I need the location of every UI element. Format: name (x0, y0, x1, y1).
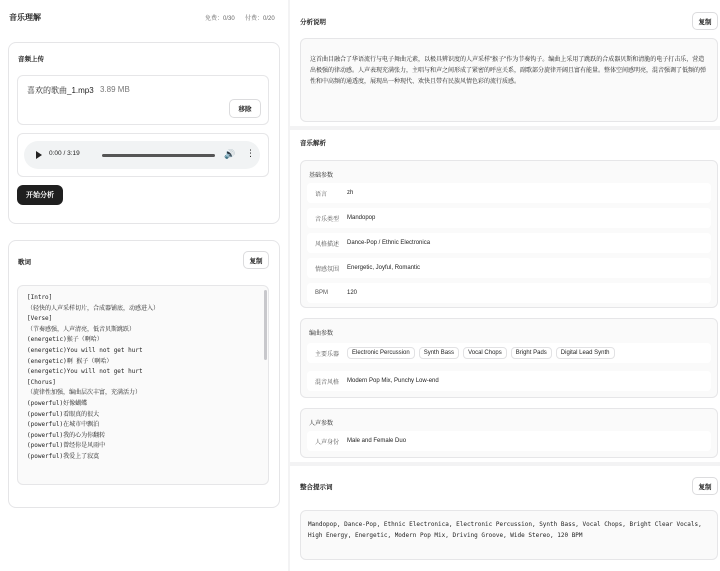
left-panel (0, 0, 288, 571)
file-name: 喜欢的歌曲_1.mp3 (27, 86, 94, 95)
mix-style-label: 混音风格 (315, 379, 340, 386)
audio-player (24, 141, 260, 169)
file-size: 3.89 MB (100, 85, 130, 94)
instrument-chip: Bright Pads (511, 347, 552, 359)
lyric-line: [Verse] (27, 315, 53, 323)
lyric-line: (energetic)啊 猴子（啊哈） (27, 357, 113, 365)
start-analysis-button[interactable]: 开始分析 (17, 185, 63, 205)
param-row (307, 233, 711, 253)
param-label: 音乐类型 (315, 216, 340, 223)
lyric-line: [Chorus] (27, 378, 56, 386)
vocal-params-card (300, 408, 718, 458)
lyric-line: (powerful)我的心为你翻转 (27, 431, 106, 439)
upload-card (8, 42, 280, 224)
mix-style-value: Modern Pop Mix, Punchy Low-end (347, 378, 439, 384)
prompt-copy-button[interactable]: 复制 (692, 477, 718, 495)
prompt-box (300, 510, 718, 560)
basic-params-card (300, 160, 718, 308)
instruments-label: 主要乐器 (315, 351, 340, 358)
analysis-box (300, 38, 718, 122)
quota-free: 免费：0/30 (205, 16, 235, 22)
param-value: Mandopop (347, 215, 376, 221)
param-row (307, 208, 711, 228)
quota-paid: 付费：0/20 (245, 16, 275, 22)
vocal-identity-label: 人声身份 (315, 439, 340, 446)
lyric-line: (powerful)在城市中飘泊 (27, 421, 100, 429)
right-panel (290, 0, 720, 571)
lyric-line: (powerful)好像蝴蝶 (27, 399, 88, 407)
lyric-line: (energetic)猴子（啊哈） (27, 336, 103, 344)
instrument-chip: Digital Lead Synth (556, 347, 615, 359)
play-icon[interactable] (36, 151, 42, 159)
param-value: zh (347, 190, 354, 196)
lyric-line: (powerful)曾经你是风雨中 (27, 442, 106, 450)
app-title: 音乐理解 (9, 13, 41, 22)
arrangement-params-title: 编曲参数 (309, 331, 334, 337)
vocal-params-title: 人声参数 (309, 421, 334, 427)
vocal-identity-value: Male and Female Duo (347, 438, 407, 444)
vocal-identity-row (307, 431, 711, 451)
lyrics-card (8, 240, 280, 508)
analysis-section-title: 分析说明 (300, 19, 326, 26)
lyrics-scrollbar[interactable] (264, 290, 267, 360)
lyric-line: （节奏感强，人声清亮，低音贝斯跳跃） (27, 325, 136, 333)
prompt-section-title: 整合提示词 (300, 484, 333, 491)
lyrics-copy-button[interactable]: 复制 (243, 251, 269, 269)
music-section-title: 音乐解析 (300, 140, 326, 147)
audio-player-card (17, 133, 269, 177)
param-label: 语言 (315, 191, 328, 198)
lyric-line: [Intro] (27, 294, 53, 301)
param-row (307, 283, 711, 303)
basic-params-title: 基础参数 (309, 173, 334, 179)
instrument-chips (347, 347, 619, 359)
music-section (290, 130, 720, 462)
prompt-text: Mandopop, Dance-Pop, Ethnic Electronica, Electronic Percussion, Synth Bass, Vocal Chops, Bright Clear Vocals, High Energy, Energetic, Modern Pop Mix, Driving Groove, Wide Stereo, 120 BPM (308, 521, 702, 539)
instrument-chip: Electronic Percussion (347, 347, 415, 359)
analysis-text: 这首曲目融合了华语流行与电子舞曲元素，以极具辨识度的人声采样"猴子"作为节奏钩子。编曲上采用了跳跃的合成器贝斯和清脆的电子打击乐，营造出极强的律动感。人声表现充满张力，主唱与和声之间形成了紧密的呼应关系，副歌部分旋律开阔且富有能量。整体空间感明亮，混音强调了低频的弹性和中高频的通透度，展现出一种现代、欢快且带有民族风情色彩的流行质感。 (310, 57, 707, 85)
mix-style-row (307, 371, 711, 391)
param-label: 风格描述 (315, 241, 340, 248)
progress-track[interactable] (102, 154, 215, 157)
lyric-line: （轻快的人声采样切片，合成器铺底，动感进入） (27, 304, 160, 312)
param-value: Energetic, Joyful, Romantic (347, 265, 421, 271)
instrument-chip: Vocal Chops (463, 347, 507, 359)
lyric-line: (powerful)看眼真的很大 (27, 410, 100, 418)
analysis-section (290, 0, 720, 126)
prompt-section (290, 466, 720, 571)
instruments-row (307, 343, 711, 363)
lyric-line: (powerful)我爱上了寂寞 (27, 452, 100, 460)
more-options-icon[interactable]: ⋮ (246, 148, 255, 158)
player-time: 0:00 / 3:19 (49, 150, 80, 157)
lyric-line: （旋律性加强，编曲层次丰富，充满活力） (27, 389, 142, 397)
file-card (17, 75, 269, 125)
arrangement-params-card (300, 318, 718, 398)
param-label: 情感氛围 (315, 266, 340, 273)
analysis-copy-button[interactable]: 复制 (692, 12, 718, 30)
lyrics-list (27, 293, 159, 463)
param-label: BPM (315, 290, 329, 296)
instrument-chip: Synth Bass (419, 347, 459, 359)
lyric-line: (energetic)You will not get hurt (27, 368, 143, 376)
remove-button[interactable]: 移除 (229, 99, 261, 118)
param-row (307, 183, 711, 203)
upload-section-title: 音频上传 (18, 56, 44, 63)
lyrics-box (17, 285, 269, 485)
lyrics-section-title: 歌词 (18, 259, 31, 266)
param-value: Dance-Pop / Ethnic Electronica (347, 240, 431, 246)
param-value: 120 (347, 290, 358, 296)
lyric-line: (energetic)You will not get hurt (27, 346, 143, 354)
param-row (307, 258, 711, 278)
volume-icon[interactable]: 🔊 (224, 149, 236, 159)
